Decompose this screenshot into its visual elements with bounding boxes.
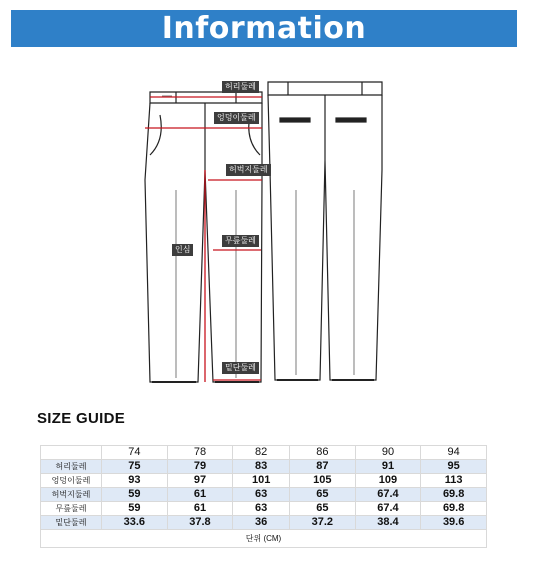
- table-cell: 91: [355, 460, 421, 474]
- size-header-corner: [41, 446, 102, 460]
- table-row-thigh: [41, 488, 487, 502]
- table-row-hem: [41, 516, 487, 530]
- table-cell: 37.8: [167, 516, 233, 530]
- table-cell: 95: [421, 460, 487, 474]
- pants-back-illustration: [268, 82, 382, 380]
- table-cell: 105: [290, 474, 356, 488]
- table-cell: 97: [167, 474, 233, 488]
- size-header-cell: 90: [355, 446, 421, 460]
- knee-label: 무릎둘레: [222, 235, 259, 247]
- table-row-hip: [41, 474, 487, 488]
- table-cell: 113: [421, 474, 487, 488]
- table-cell: 38.4: [355, 516, 421, 530]
- table-cell: 109: [355, 474, 421, 488]
- thigh-label: 허벅지둘레: [226, 164, 271, 176]
- table-cell: 59: [102, 502, 168, 516]
- table-cell: 63: [233, 502, 290, 516]
- table-cell: 69.8: [421, 502, 487, 516]
- waist-label: 허리둘레: [222, 81, 259, 93]
- table-cell: 37.2: [290, 516, 356, 530]
- table-cell: 39.6: [421, 516, 487, 530]
- table-cell: 67.4: [355, 488, 421, 502]
- table-cell: 79: [167, 460, 233, 474]
- size-header-cell: 86: [290, 446, 356, 460]
- hip-label: 엉덩이둘레: [214, 112, 259, 124]
- table-cell: 59: [102, 488, 168, 502]
- table-cell: 65: [290, 488, 356, 502]
- table-cell: 65: [290, 502, 356, 516]
- table-cell: 83: [233, 460, 290, 474]
- table-cell: 101: [233, 474, 290, 488]
- row-label: 허리둘레: [41, 460, 102, 474]
- information-banner: Information: [11, 10, 517, 47]
- size-header-cell: 82: [233, 446, 290, 460]
- row-label: 밑단둘레: [41, 516, 102, 530]
- size-header-row: [41, 446, 487, 460]
- table-cell: 63: [233, 488, 290, 502]
- row-label: 무릎둘레: [41, 502, 102, 516]
- table-cell: 61: [167, 502, 233, 516]
- table-cell: 67.4: [355, 502, 421, 516]
- hem-label: 밑단둘레: [222, 362, 259, 374]
- row-label: 엉덩이둘레: [41, 474, 102, 488]
- table-cell: 69.8: [421, 488, 487, 502]
- table-cell: 93: [102, 474, 168, 488]
- table-cell: 87: [290, 460, 356, 474]
- table-cell: 33.6: [102, 516, 168, 530]
- pants-measurement-diagram: [0, 60, 534, 395]
- size-header-cell: 74: [102, 446, 168, 460]
- inseam-label: 인심: [172, 244, 193, 256]
- size-guide-table: [40, 445, 487, 548]
- table-row-knee: [41, 502, 487, 516]
- size-header-cell: 94: [421, 446, 487, 460]
- unit-note: 단위 (CM): [41, 530, 487, 548]
- row-label: 허벅지둘레: [41, 488, 102, 502]
- size-guide-title: SIZE GUIDE: [37, 410, 126, 427]
- unit-row: [41, 530, 487, 548]
- table-cell: 61: [167, 488, 233, 502]
- table-row-waist: [41, 460, 487, 474]
- table-cell: 75: [102, 460, 168, 474]
- size-header-cell: 78: [167, 446, 233, 460]
- table-cell: 36: [233, 516, 290, 530]
